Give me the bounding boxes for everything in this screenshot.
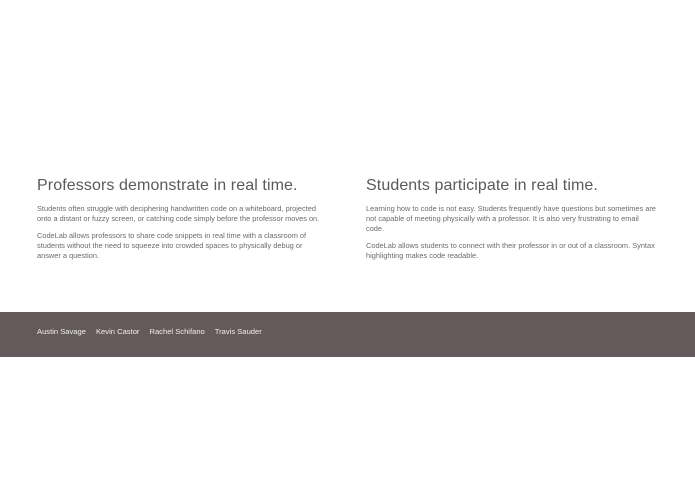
footer-link-kevin-castor[interactable]: Kevin Castor [95, 327, 140, 336]
footer-link-rachel-schifano[interactable]: Rachel Schifano [149, 327, 205, 336]
features-section [0, 172, 695, 312]
feature-paragraph: Learning how to code is not easy. Students frequently have questions but sometimes are not capable of meeting physically with a professor. It is also very frustrating to email code. [366, 204, 656, 233]
blank-hero-area [0, 0, 695, 172]
footer-link-austin-savage[interactable]: Austin Savage [37, 327, 86, 336]
feature-title: Students participate in real time. [366, 177, 598, 194]
footer-team-links [37, 327, 262, 337]
footer [0, 312, 695, 357]
feature-title: Professors demonstrate in real time. [37, 177, 298, 194]
feature-students [366, 172, 656, 261]
feature-paragraph: CodeLab allows professors to share code snippets in real time with a classroom of students without the need to squeeze into crowded spaces to physically debug or answer a question. [37, 231, 307, 260]
feature-paragraph: Students often struggle with deciphering handwritten code on a whiteboard, projected onto a distant or fuzzy screen, or catching code simply before the professor moves on. [37, 204, 320, 223]
feature-professors [37, 172, 327, 261]
feature-paragraph: CodeLab allows students to connect with their professor in or out of a classroom. Syntax highlighting makes code readable. [366, 241, 655, 260]
footer-link-travis-sauder[interactable]: Travis Sauder [214, 327, 262, 336]
